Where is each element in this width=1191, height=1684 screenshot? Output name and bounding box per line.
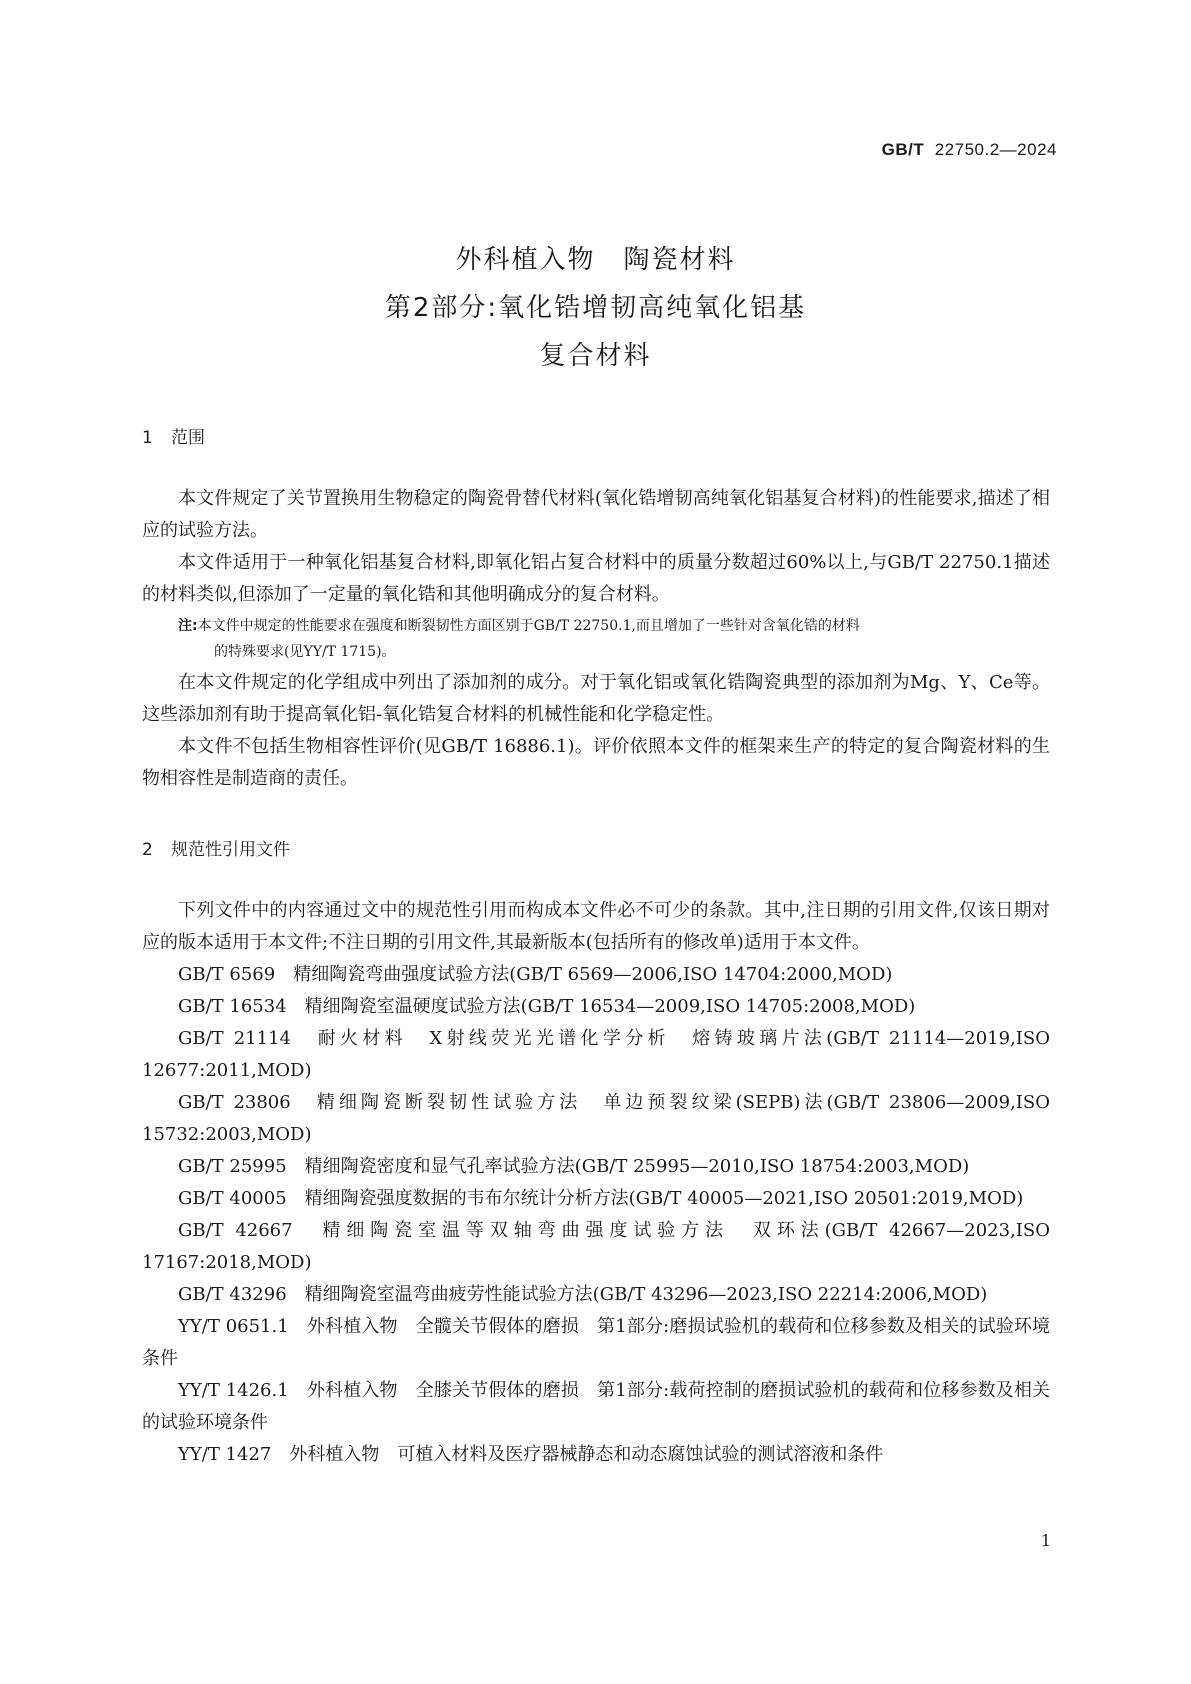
reference-code: GB/T 16534 bbox=[178, 996, 287, 1017]
title-line-3: 复合材料 bbox=[539, 341, 652, 371]
reference-title: 精细陶瓷强度数据的韦布尔统计分析方法(GB/T 40005—2021,ISO 20501:2019,MOD) bbox=[304, 1188, 1024, 1209]
reference-code: YY/T 1426.1 bbox=[178, 1380, 289, 1401]
reference-code: GB/T 40005 bbox=[178, 1188, 287, 1209]
reference-code: YY/T 0651.1 bbox=[178, 1316, 289, 1337]
reference-code: GB/T 23806 bbox=[178, 1092, 291, 1113]
references-intro: 下列文件中的内容通过文中的规范性引用而构成本文件必不可少的条款。其中,注日期的引用文件,仅该日期对应的版本适用于本文件;不注日期的引用文件,其最新版本(包括所有的修改单)适用于本文件。 bbox=[142, 900, 1050, 953]
reference-code: GB/T 42667 bbox=[178, 1220, 293, 1241]
standard-number: 22750.2—2024 bbox=[934, 140, 1057, 159]
section-1-number: 1 bbox=[142, 428, 153, 448]
note-label: 注: bbox=[178, 618, 198, 634]
reference-list bbox=[142, 959, 1050, 1471]
reference-item bbox=[142, 1183, 1050, 1215]
standard-prefix: GB/T bbox=[881, 140, 925, 159]
scope-paragraph-3: 在本文件规定的化学组成中列出了添加剂的成分。对于氧化铝或氧化锆陶瓷典型的添加剂为Mg、Y、Ce等。这些添加剂有助于提高氧化铝-氧化锆复合材料的机械性能和化学稳定性。 bbox=[142, 672, 1050, 725]
section-2-heading bbox=[142, 835, 1050, 865]
reference-title: 精细陶瓷室温等双轴弯曲强度试验方法 双环法(GB/T 42667—2023,ISO 17167:2018,MOD) bbox=[142, 1220, 1050, 1273]
reference-title: 外科植入物 可植入材料及医疗器械静态和动态腐蚀试验的测试溶液和条件 bbox=[289, 1444, 884, 1465]
reference-title: 精细陶瓷弯曲强度试验方法(GB/T 6569—2006,ISO 14704:2000,MOD) bbox=[293, 964, 893, 985]
reference-item bbox=[142, 1215, 1050, 1279]
document-body bbox=[142, 423, 1050, 1471]
reference-code: GB/T 25995 bbox=[178, 1156, 287, 1177]
reference-code: GB/T 6569 bbox=[178, 964, 276, 985]
reference-code: GB/T 43296 bbox=[178, 1284, 287, 1305]
section-1-heading bbox=[142, 423, 1050, 453]
note-continuation: 的特殊要求(见YY/T 1715)。 bbox=[214, 644, 396, 660]
title-line-2: 第2部分:氧化锆增韧高纯氧化铝基 bbox=[384, 293, 807, 323]
section-1-title: 范围 bbox=[171, 428, 205, 448]
section-2-title: 规范性引用文件 bbox=[171, 840, 290, 860]
reference-item bbox=[142, 991, 1050, 1023]
reference-item bbox=[142, 1311, 1050, 1375]
document-title bbox=[0, 236, 1191, 380]
page-number: 1 bbox=[1040, 1531, 1051, 1550]
scope-paragraph-1: 本文件规定了关节置换用生物稳定的陶瓷骨替代材料(氧化锆增韧高纯氧化铝基复合材料)的性能要求,描述了相应的试验方法。 bbox=[142, 488, 1050, 541]
reference-title: 精细陶瓷密度和显气孔率试验方法(GB/T 25995—2010,ISO 18754:2003,MOD) bbox=[304, 1156, 970, 1177]
title-line-1: 外科植入物 陶瓷材料 bbox=[455, 245, 736, 275]
section-2-number: 2 bbox=[142, 840, 153, 860]
reference-title: 精细陶瓷断裂韧性试验方法 单边预裂纹梁(SEPB)法(GB/T 23806—2009,ISO 15732:2003,MOD) bbox=[142, 1092, 1050, 1145]
reference-code: GB/T 21114 bbox=[178, 1028, 291, 1049]
reference-title: 外科植入物 全膝关节假体的磨损 第1部分:载荷控制的磨损试验机的载荷和位移参数及相关的试验环境条件 bbox=[142, 1380, 1051, 1433]
reference-title: 精细陶瓷室温硬度试验方法(GB/T 16534—2009,ISO 14705:2008,MOD) bbox=[304, 996, 916, 1017]
reference-item bbox=[142, 1087, 1050, 1151]
reference-item bbox=[142, 1279, 1050, 1311]
reference-title: 耐火材料 X射线荧光光谱化学分析 熔铸玻璃片法(GB/T 21114—2019,ISO 12677:2011,MOD) bbox=[142, 1028, 1050, 1081]
note-text: 本文件中规定的性能要求在强度和断裂韧性方面区别于GB/T 22750.1,而且增加了一些针对含氧化锆的材料 bbox=[197, 618, 860, 634]
reference-item bbox=[142, 1023, 1050, 1087]
scope-note bbox=[142, 613, 1050, 665]
reference-code: YY/T 1427 bbox=[178, 1444, 272, 1465]
reference-title: 外科植入物 全髋关节假体的磨损 第1部分:磨损试验机的载荷和位移参数及相关的试验环境条件 bbox=[142, 1316, 1051, 1369]
reference-item bbox=[142, 1151, 1050, 1183]
scope-paragraph-2: 本文件适用于一种氧化铝基复合材料,即氧化铝占复合材料中的质量分数超过60%以上,与GB/T 22750.1描述的材料类似,但添加了一定量的氧化锆和其他明确成分的复合材料。 bbox=[142, 552, 1050, 605]
scope-paragraph-4: 本文件不包括生物相容性评价(见GB/T 16886.1)。评价依照本文件的框架来生产的特定的复合陶瓷材料的生物相容性是制造商的责任。 bbox=[142, 736, 1050, 789]
reference-item bbox=[142, 1375, 1050, 1439]
reference-title: 精细陶瓷室温弯曲疲劳性能试验方法(GB/T 43296—2023,ISO 22214:2006,MOD) bbox=[304, 1284, 988, 1305]
reference-item bbox=[142, 1439, 1050, 1471]
reference-item bbox=[142, 959, 1050, 991]
standard-code bbox=[882, 140, 1057, 160]
